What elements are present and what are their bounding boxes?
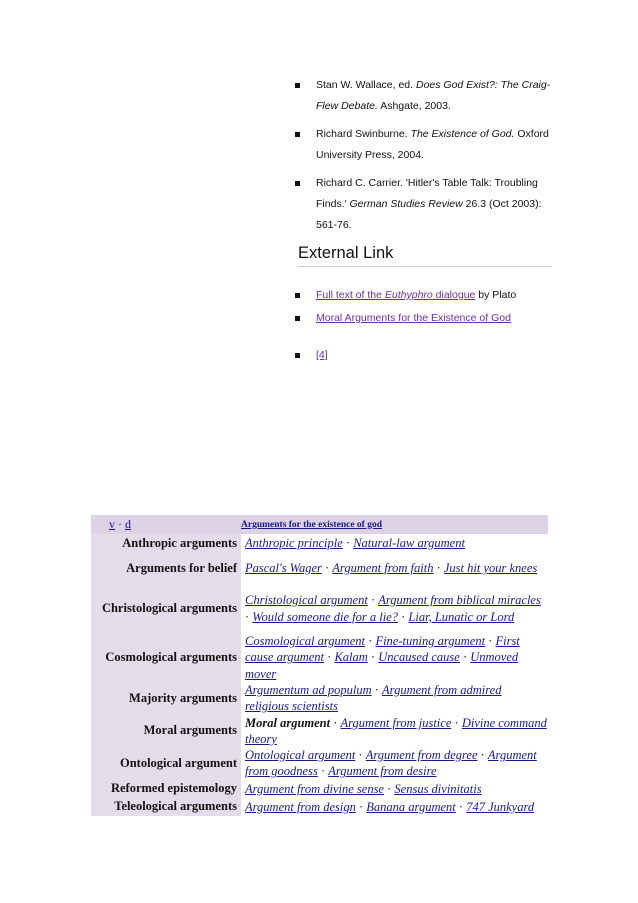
navbox-arguments xyxy=(91,515,548,816)
navbox-link[interactable]: Argument from divine sense xyxy=(245,781,384,796)
external-link-item xyxy=(290,308,552,329)
reference-item: Richard Swinburne. The Existence of God. Oxford University Press, 2004. xyxy=(290,124,552,166)
moral-arguments-link[interactable]: Moral Arguments for the Existence of God xyxy=(316,312,511,324)
navbox-separator: · xyxy=(433,560,444,575)
navbox-group-label: Anthropic arguments xyxy=(91,534,241,552)
navbox-separator: · xyxy=(367,650,379,665)
navbox-link[interactable]: Argumentum ad populum xyxy=(245,683,372,697)
navbox-link[interactable]: Argument from design xyxy=(245,799,356,814)
square-bullet-icon xyxy=(295,316,300,321)
navbox-row xyxy=(91,780,548,798)
navbox-group-label: Ontological argument xyxy=(91,747,241,780)
navbox-group-label: Teleological arguments xyxy=(91,798,241,816)
navbox-link[interactable]: 747 Junkyard xyxy=(466,799,535,814)
navbox-link[interactable]: Liar, Lunatic or Lord xyxy=(408,609,515,624)
navbox-list xyxy=(241,747,548,780)
navbox-list xyxy=(241,534,548,552)
navbox-row xyxy=(91,715,548,748)
square-bullet-icon xyxy=(295,353,300,358)
navbox-link[interactable]: Sensus divinitatis xyxy=(394,781,482,796)
navbox-link[interactable]: Divine command theory xyxy=(245,715,547,746)
navbox-group-label: Arguments for belief xyxy=(91,552,241,584)
navbox-link[interactable]: Banana argument xyxy=(366,799,456,814)
navbox-link[interactable]: Christological argument xyxy=(245,593,368,608)
external-link-heading: External Link xyxy=(298,244,552,267)
navbox-row xyxy=(91,798,548,816)
navbox-separator: · xyxy=(342,535,354,550)
navbox-group-label: Reformed epistemology xyxy=(91,780,241,798)
navbox-link[interactable]: Ontological argument xyxy=(245,748,356,763)
navbox-group-label: Majority arguments xyxy=(91,682,241,715)
navbox-link[interactable]: Argument from admired religious scientists xyxy=(245,683,502,714)
navbox-link[interactable]: Argument from desire xyxy=(328,764,437,779)
navbox-link[interactable]: Fine-tuning argument xyxy=(375,634,486,649)
navbox-link[interactable]: Just hit your knees xyxy=(443,560,538,575)
reference-item: Richard C. Carrier. 'Hitler's Table Talk: Troubling Finds.' German Studies Review 26.3 (Oct 2003): 561-76. xyxy=(290,173,552,236)
reference-item: Stan W. Wallace, ed. Does God Exist?: The Craig-Flew Debate. Ashgate, 2003. xyxy=(290,75,552,117)
navbox-title[interactable]: Arguments for the existence of god xyxy=(241,515,548,534)
navbox-separator: · xyxy=(365,634,376,649)
navbox-list xyxy=(241,798,548,816)
navbox-list xyxy=(241,552,548,584)
navbox-link[interactable]: Anthropic principle xyxy=(245,535,343,550)
navbox-link[interactable]: Argument from degree xyxy=(365,748,478,763)
navbox-list xyxy=(241,633,548,682)
navbox-separator: · xyxy=(324,650,335,665)
navbox-group-label: Cosmological arguments xyxy=(91,633,241,682)
discuss-link[interactable]: d xyxy=(125,517,131,531)
navbox-separator: · xyxy=(330,715,341,730)
navbox-row xyxy=(91,584,548,633)
navbox-header xyxy=(91,515,548,534)
navbox-current-item: Moral argument xyxy=(245,715,331,730)
navbox-row xyxy=(91,633,548,682)
external-link-item xyxy=(290,345,552,366)
navbox-separator: · xyxy=(245,609,253,624)
navbox-link[interactable]: Argument from faith xyxy=(332,560,434,575)
navbox-separator: · xyxy=(383,781,395,796)
navbox-link[interactable]: Would someone die for a lie? xyxy=(252,609,398,624)
reference-4-link[interactable]: [4] xyxy=(316,349,328,361)
navbox-row xyxy=(91,552,548,584)
navbox-separator: · xyxy=(455,799,467,814)
navbox-link[interactable]: Kalam xyxy=(334,650,368,665)
navbox-group-label: Moral arguments xyxy=(91,715,241,748)
square-bullet-icon xyxy=(295,132,300,137)
navbox-separator: · xyxy=(451,715,462,730)
navbox-separator: · xyxy=(485,634,496,649)
external-links-list xyxy=(290,285,552,366)
navbox-link[interactable]: Natural-law argument xyxy=(353,535,465,550)
navbox-separator: · xyxy=(355,799,367,814)
navbox-link[interactable]: Argument from justice xyxy=(340,715,452,730)
navbox-link[interactable]: Pascal's Wager xyxy=(245,560,322,575)
navbox-separator: · xyxy=(355,748,366,763)
navbox-separator: · xyxy=(317,764,329,779)
navbox-group-label: Christological arguments xyxy=(91,584,241,633)
navbox-link[interactable]: Unmoved mover xyxy=(245,650,519,681)
navbox-link[interactable]: Argument from biblical miracles xyxy=(378,593,541,608)
view-link[interactable]: v xyxy=(109,517,115,531)
navbox-separator: · xyxy=(459,650,471,665)
navbox-row xyxy=(91,534,548,552)
navbox-separator: · xyxy=(477,748,488,763)
navbox-separator: · xyxy=(367,593,379,608)
navbox-row xyxy=(91,747,548,780)
square-bullet-icon xyxy=(295,181,300,186)
navbox-link[interactable]: Uncaused cause xyxy=(378,650,460,665)
navbox-link[interactable]: First cause argument xyxy=(245,634,520,665)
navbox-separator: · xyxy=(398,609,409,624)
navbox-list xyxy=(241,682,548,715)
references-section xyxy=(290,75,552,368)
navbox-separator: · xyxy=(321,560,333,575)
square-bullet-icon xyxy=(295,83,300,88)
navbox-list xyxy=(241,780,548,798)
view-edit-links: v · d xyxy=(91,515,241,534)
navbox-row xyxy=(91,682,548,715)
external-link-item: Full text of the Euthyphro dialogue by Plato xyxy=(290,285,552,306)
navbox-list xyxy=(241,584,548,633)
square-bullet-icon xyxy=(295,293,300,298)
euthyphro-link[interactable]: Full text of the Euthyphro dialogue xyxy=(316,289,476,301)
navbox-link[interactable]: Argument from goodness xyxy=(245,748,537,779)
navbox-link[interactable]: Cosmological argument xyxy=(245,634,366,649)
navbox-list xyxy=(241,715,548,748)
navbox-separator: · xyxy=(371,683,383,697)
